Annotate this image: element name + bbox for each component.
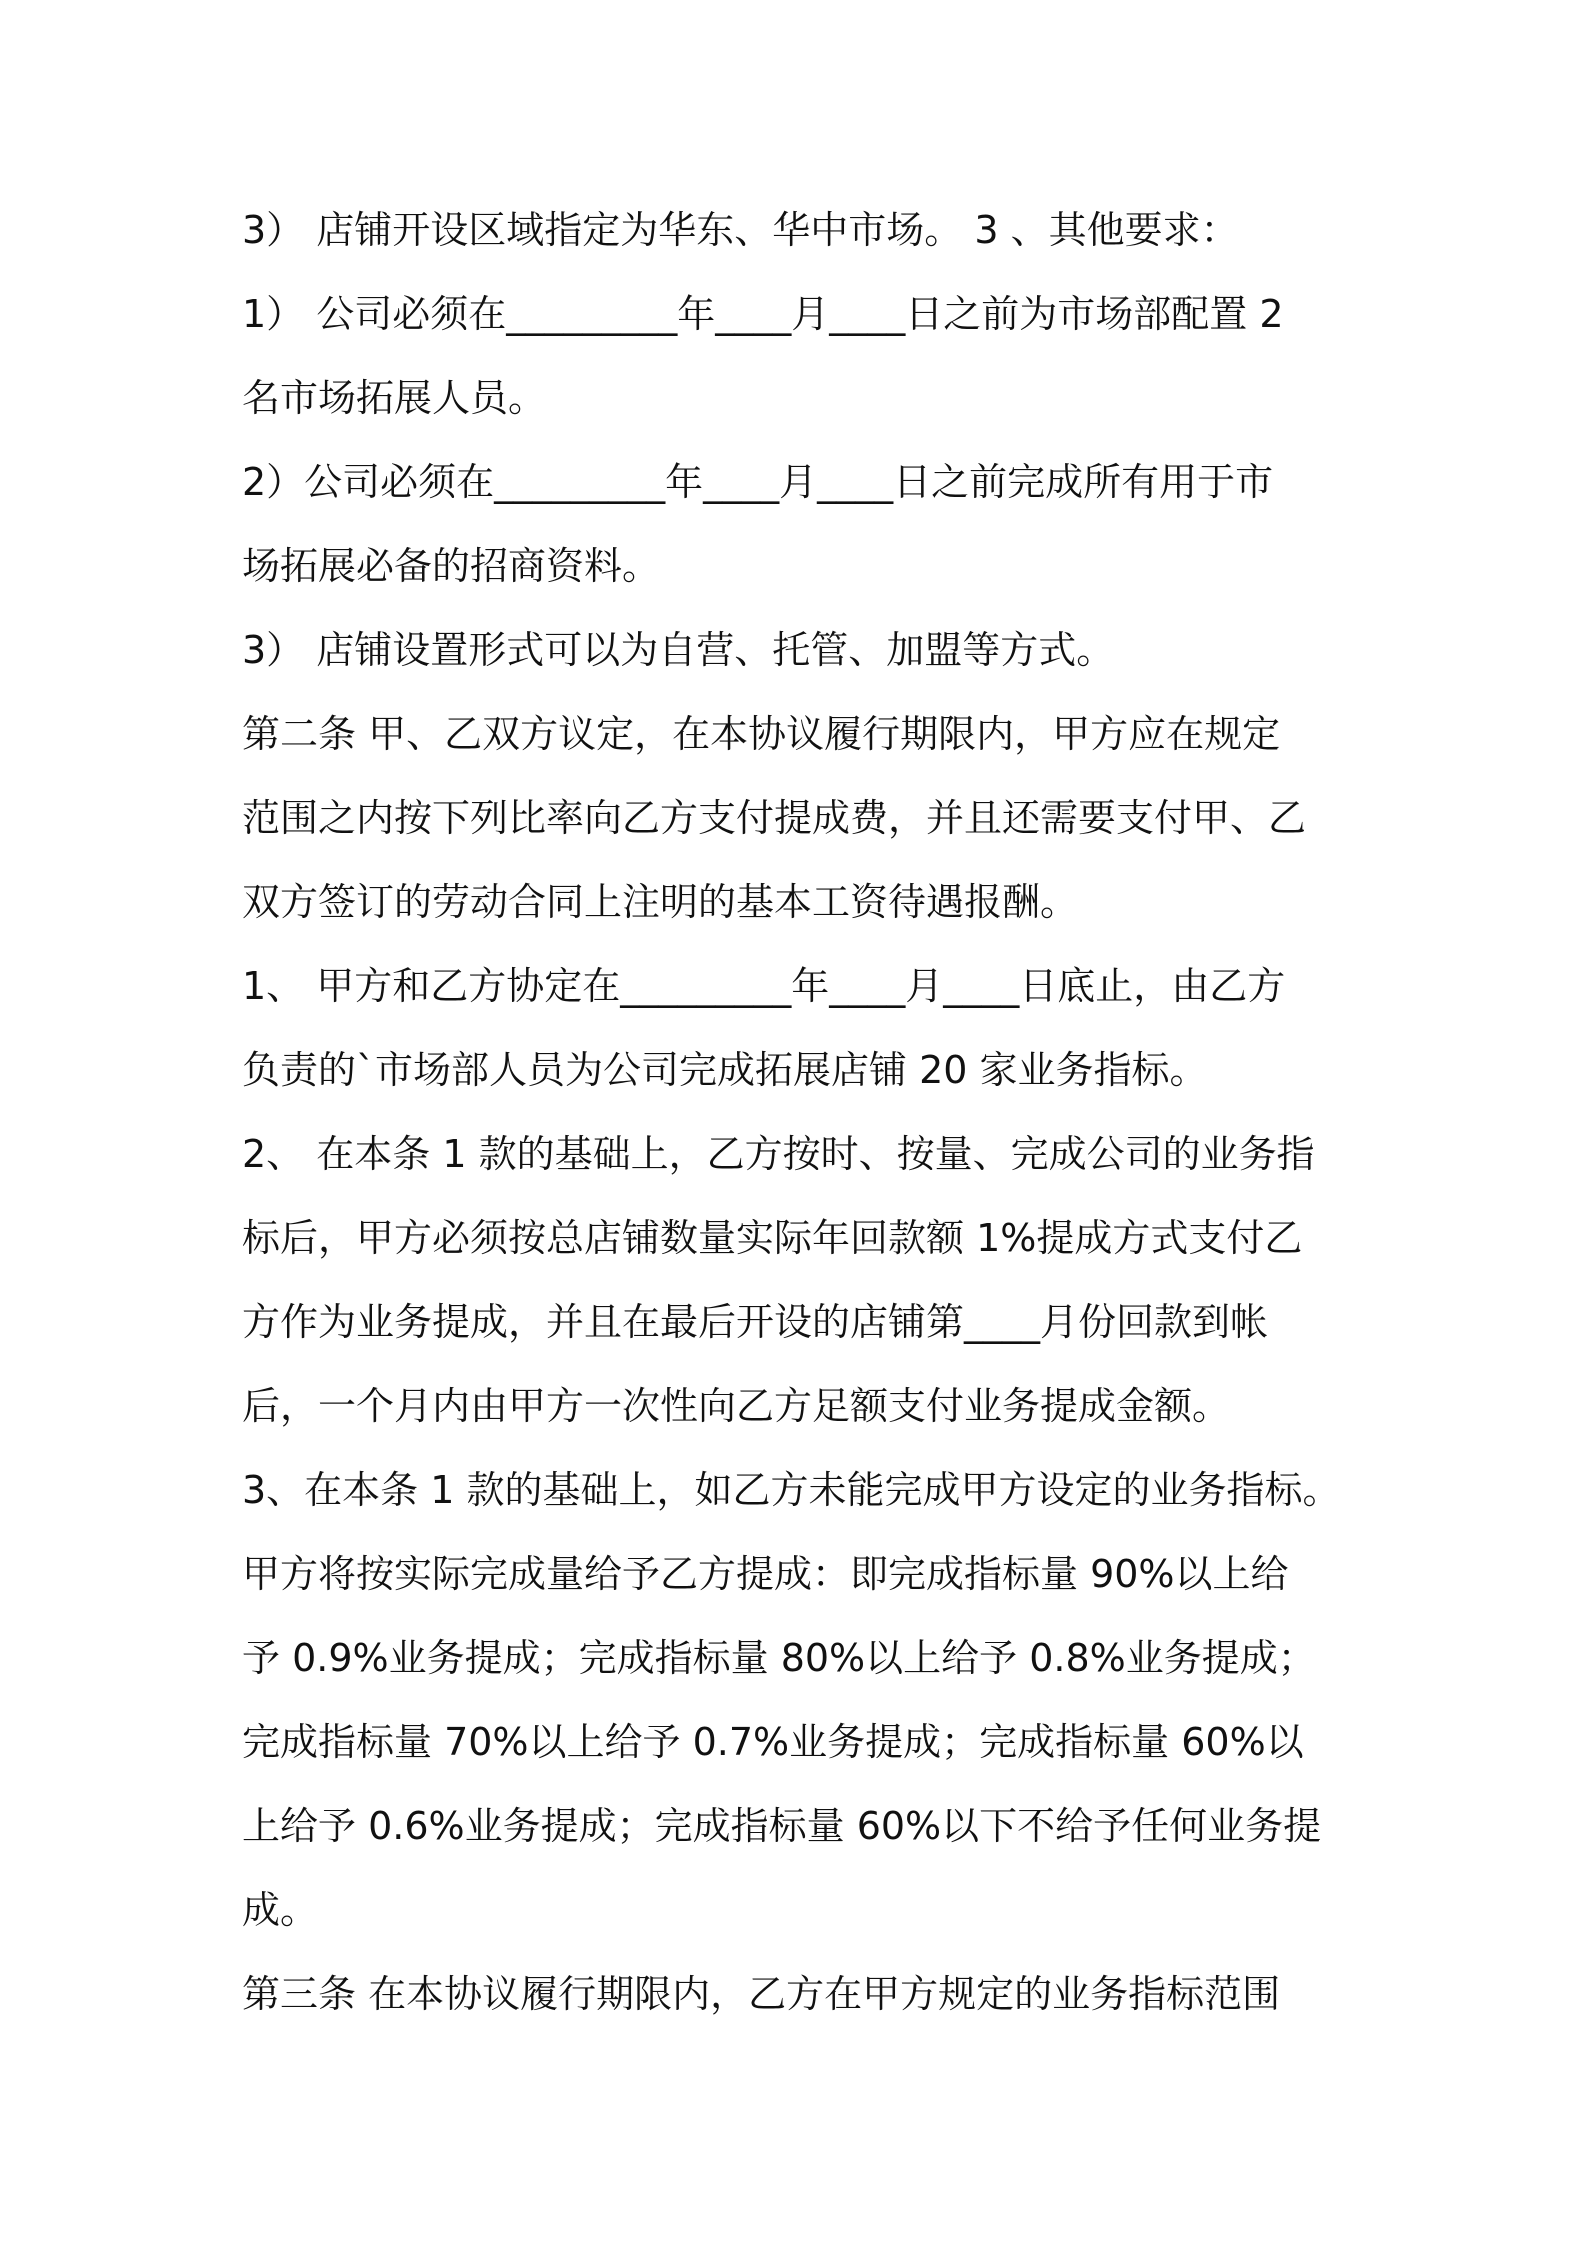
text-line: 场拓展必备的招商资料。 [242, 544, 661, 588]
text-line: 标后，甲方必须按总店铺数量实际年回款额 1%提成方式支付乙 [242, 1216, 1303, 1260]
text-line: 1） 公司必须在_________年____月____日之前为市场部配置 2 [242, 292, 1284, 336]
text-line: 名市场拓展人员。 [242, 376, 547, 420]
text-line: 第二条 甲、乙双方议定，在本协议履行期限内，甲方应在规定 [242, 712, 1281, 756]
text-line: 3、在本条 1 款的基础上，如乙方未能完成甲方设定的业务指标。 [242, 1468, 1341, 1512]
text-line: 方作为业务提成，并且在最后开设的店铺第____月份回款到帐 [242, 1300, 1269, 1344]
text-line: 第三条 在本协议履行期限内，乙方在甲方规定的业务指标范围 [242, 1972, 1281, 2016]
text-line: 完成指标量 70%以上给予 0.7%业务提成；完成指标量 60%以 [242, 1720, 1304, 1764]
text-line: 2、 在本条 1 款的基础上，乙方按时、按量、完成公司的业务指 [242, 1132, 1315, 1176]
text-line: 范围之内按下列比率向乙方支付提成费，并且还需要支付甲、乙 [242, 796, 1307, 840]
text-line: 后，一个月内由甲方一次性向乙方足额支付业务提成金额。 [242, 1384, 1231, 1428]
text-line: 予 0.9%业务提成；完成指标量 80%以上给予 0.8%业务提成； [242, 1636, 1316, 1680]
text-line: 3） 店铺设置形式可以为自营、托管、加盟等方式。 [242, 628, 1115, 672]
text-line: 负责的`市场部人员为公司完成拓展店铺 20 家业务指标。 [242, 1048, 1208, 1092]
text-line: 双方签订的劳动合同上注明的基本工资待遇报酬。 [242, 880, 1079, 924]
text-line: 上给予 0.6%业务提成；完成指标量 60%以下不给予任何业务提 [242, 1804, 1322, 1848]
text-line: 3） 店铺开设区域指定为华东、华中市场。 3 、其他要求： [242, 208, 1239, 252]
text-line: 2）公司必须在_________年____月____日之前完成所有用于市 [242, 460, 1274, 504]
text-line: 甲方将按实际完成量给予乙方提成：即完成指标量 90%以上给 [242, 1552, 1289, 1596]
text-line: 1、 甲方和乙方协定在_________年____月____日底止，由乙方 [242, 964, 1286, 1008]
text-line: 成。 [242, 1888, 319, 1932]
